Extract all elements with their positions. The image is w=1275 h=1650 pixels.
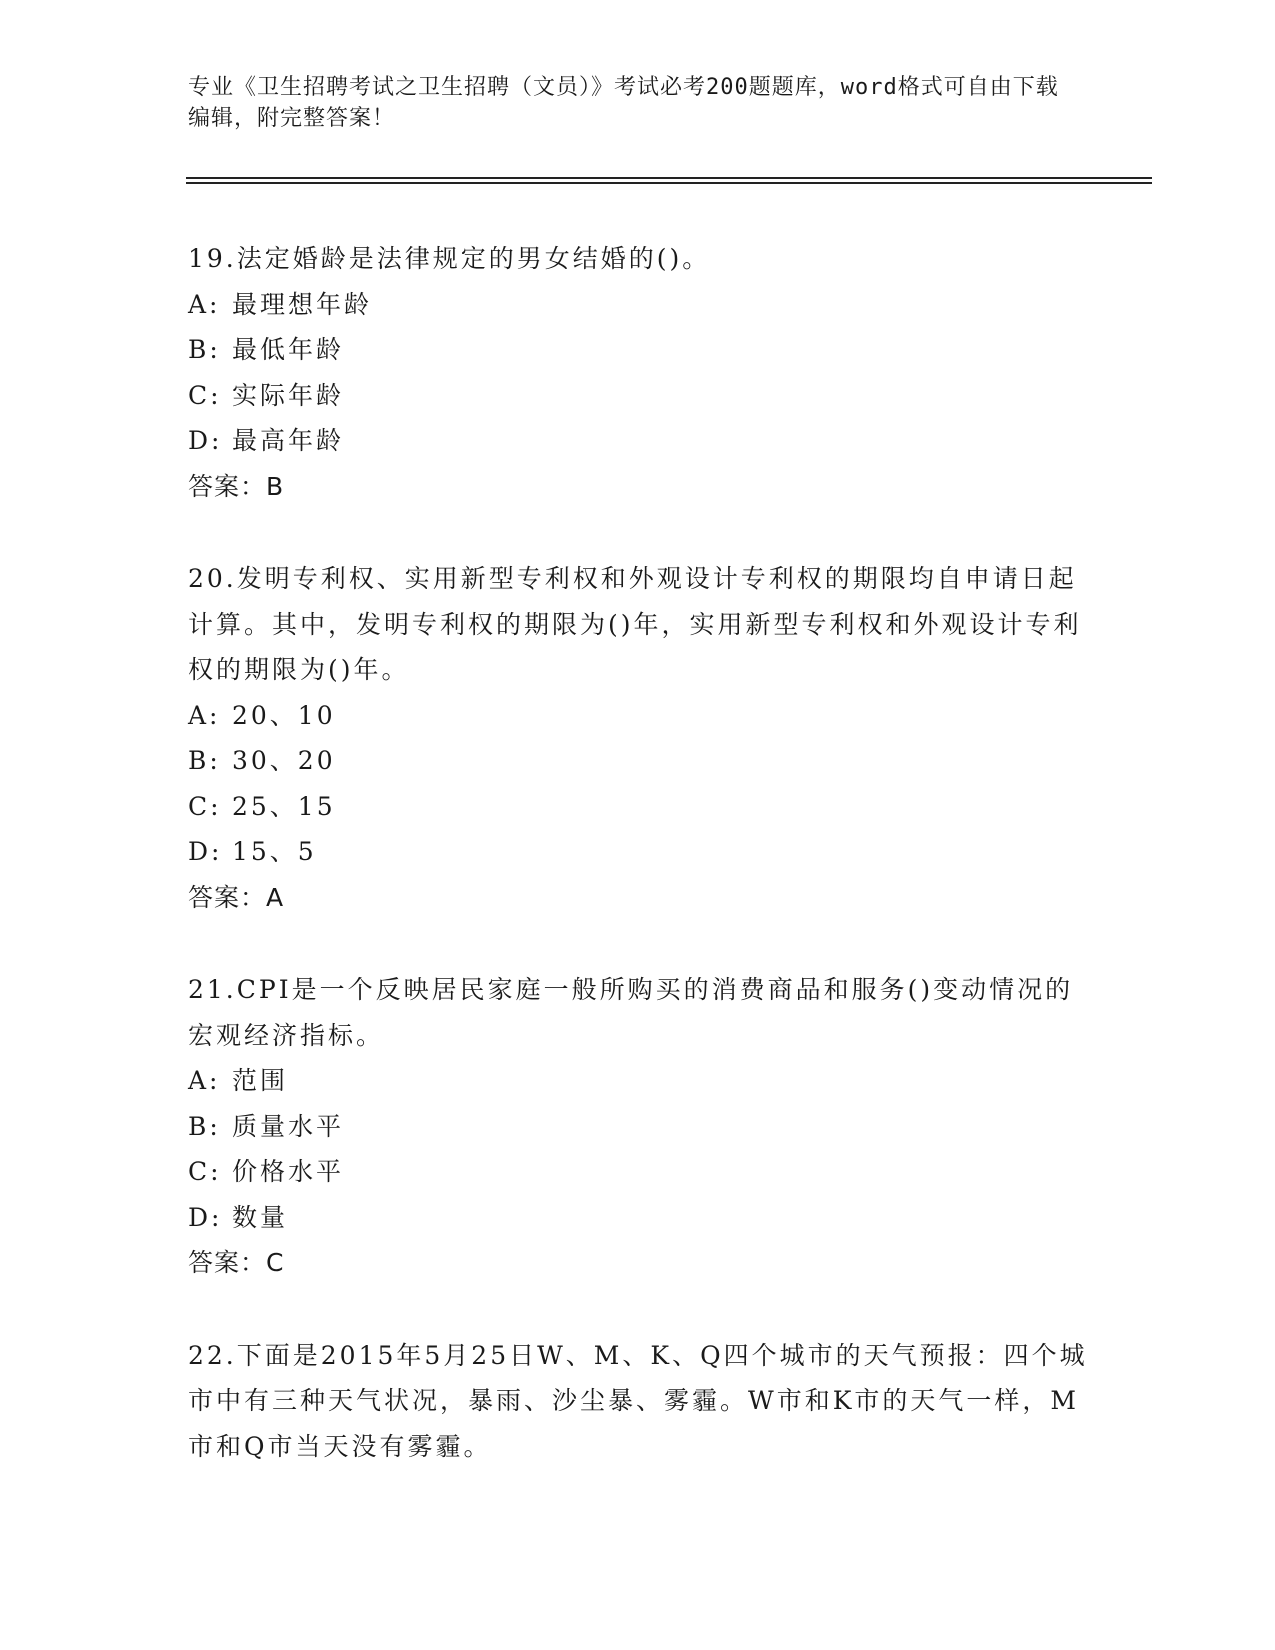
option-label: A:	[188, 289, 221, 319]
option-label: D:	[188, 1202, 223, 1232]
option-label: C:	[188, 791, 222, 821]
question-list	[188, 236, 1088, 1516]
option-label: D:	[188, 426, 223, 455]
option-c	[188, 373, 1088, 419]
option-label: B:	[188, 746, 221, 775]
question-stem: 22.下面是2015年5月25日W、M、K、Q四个城市的天气预报：四个城市中有三种天气状况，暴雨、沙尘暴、雾霾。W市和K市的天气一样，M市和Q市当天没有雾霾。	[188, 1340, 1088, 1461]
question-stem: 19.法定婚龄是法律规定的男女结婚的()。	[188, 244, 711, 273]
option-label: A:	[188, 700, 221, 730]
option-a	[188, 1058, 1088, 1104]
option-d	[188, 829, 1088, 875]
document-header: 专业《卫生招聘考试之卫生招聘（文员）》考试必考200题题库，word格式可自由下载编辑，附完整答案！	[188, 75, 1059, 131]
option-text: 实际年龄	[232, 380, 345, 410]
option-text: 30、20	[232, 746, 336, 775]
option-text: 质量水平	[232, 1111, 345, 1141]
option-label: D:	[188, 837, 223, 866]
option-text: 最理想年龄	[232, 289, 373, 319]
answer-line: 答案：C	[188, 1248, 285, 1277]
question-22	[188, 1333, 1088, 1470]
option-label: A:	[188, 1066, 221, 1095]
option-b	[188, 738, 1088, 784]
option-text: 25、15	[232, 791, 336, 821]
question-stem: 20.发明专利权、实用新型专利权和外观设计专利权的期限均自申请日起计算。其中，发明专利权的期限为()年，实用新型专利权和外观设计专利权的期限为()年。	[188, 564, 1082, 684]
option-text: 15、5	[232, 837, 317, 866]
option-d	[188, 418, 1088, 464]
answer-line: 答案：A	[188, 882, 285, 912]
option-text: 范围	[232, 1066, 289, 1095]
option-text: 价格水平	[232, 1157, 345, 1186]
option-a	[188, 693, 1088, 739]
option-c	[188, 1149, 1088, 1195]
option-d	[188, 1195, 1088, 1241]
option-text: 最低年龄	[232, 335, 345, 364]
option-text: 20、10	[232, 700, 336, 730]
option-b	[188, 327, 1088, 373]
answer-line: 答案：B	[188, 471, 285, 501]
option-text: 最高年龄	[232, 426, 345, 455]
option-b	[188, 1104, 1088, 1150]
option-label: B:	[188, 335, 221, 364]
question-20	[188, 556, 1088, 920]
option-c	[188, 784, 1088, 830]
header-divider-top	[186, 177, 1152, 179]
option-label: C:	[188, 1157, 222, 1186]
option-a	[188, 282, 1088, 328]
question-stem: 21.CPI是一个反映居民家庭一般所购买的消费商品和服务()变动情况的宏观经济指标。	[188, 975, 1074, 1050]
option-text: 数量	[232, 1202, 289, 1232]
option-label: B:	[188, 1111, 221, 1141]
option-label: C:	[188, 380, 222, 410]
header-divider-bottom	[186, 182, 1152, 184]
question-21	[188, 967, 1088, 1286]
question-19	[188, 236, 1088, 509]
